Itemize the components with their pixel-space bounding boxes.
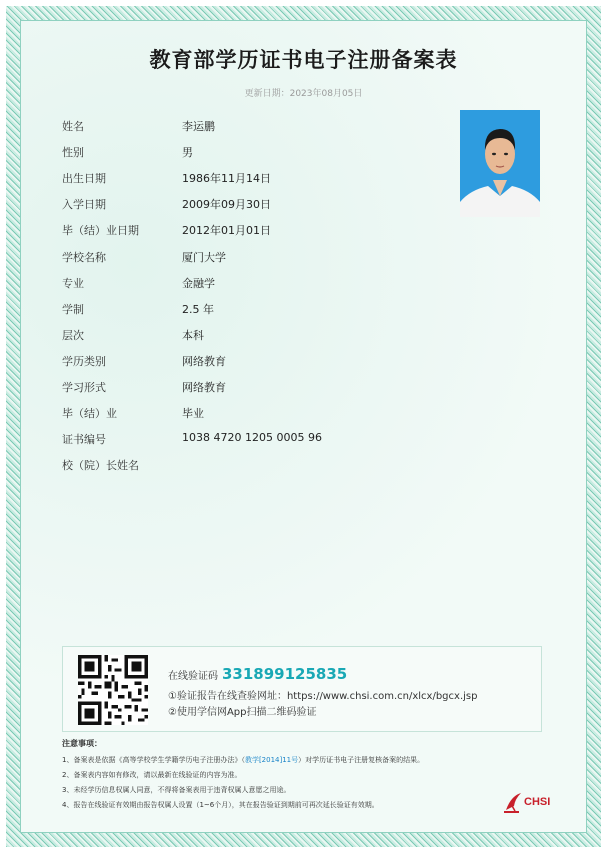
- field-row: [62, 196, 422, 216]
- field-label: 学历类别: [62, 354, 106, 368]
- note-1: 1、备案表是依据《高等学校学生学籍学历电子注册办法》（教学[2014]11号）对学历证书电子注册复核备案的结果。: [62, 756, 425, 764]
- notes-section: [62, 738, 532, 813]
- field-label: 毕（结）业: [62, 407, 117, 421]
- field-row: [62, 379, 422, 399]
- field-row: [62, 144, 422, 164]
- verify-url-line[interactable]: ①验证报告在线查验网址：https://www.chsi.com.cn/xlcx/bgcx.jsp: [168, 691, 478, 702]
- field-label: 姓名: [62, 120, 84, 133]
- field-row: [62, 301, 422, 321]
- field-row: [62, 431, 422, 451]
- field-row: [62, 118, 422, 138]
- field-label: 证书编号: [62, 433, 106, 447]
- field-row: [62, 457, 422, 477]
- chsi-logo-icon: [503, 790, 525, 814]
- field-label: 层次: [62, 328, 84, 342]
- notes-title: 注意事项：: [62, 739, 102, 748]
- field-row: [62, 353, 422, 373]
- field-value: 厦门大学: [182, 250, 226, 264]
- qr-code-icon: [78, 655, 148, 725]
- note-4: 4、报告在线验证有效期由报告权属人设置（1~6个月），其在报告验证到期前可再次延长验证有效期。: [62, 801, 379, 809]
- field-value: 2009年09月30日: [182, 198, 271, 212]
- field-value: 2012年01月01日: [182, 224, 271, 238]
- verification-code: 331899125835: [222, 665, 348, 683]
- field-row: [62, 249, 422, 269]
- field-value: 毕业: [182, 407, 204, 421]
- field-label: 学制: [62, 302, 84, 316]
- field-value: 金融学: [182, 276, 215, 290]
- chsi-logo: CHSI: [503, 790, 563, 814]
- field-label: 出生日期: [62, 172, 106, 186]
- field-label: 专业: [62, 276, 84, 290]
- regulation-link[interactable]: 教学[2014]11号: [244, 756, 299, 764]
- verification-code-line: 在线验证码 331899125835: [168, 665, 348, 683]
- update-date: 更新日期：2023年08月05日: [244, 89, 363, 99]
- portrait-photo: [460, 110, 540, 217]
- verify-app-line: ②使用学信网App扫描二维码验证: [168, 707, 317, 718]
- field-value: 1986年11月14日: [182, 172, 271, 186]
- field-row: [62, 222, 422, 242]
- field-value: 李运鹏: [182, 120, 215, 133]
- field-label: 学习形式: [62, 381, 106, 394]
- field-value: 网络教育: [182, 381, 226, 394]
- field-value: 男: [182, 146, 193, 160]
- verification-box: [62, 646, 542, 732]
- field-label: 性别: [62, 146, 84, 160]
- page-title: 教育部学历证书电子注册备案表: [149, 48, 458, 72]
- note-2: 2、备案表内容如有修改，请以最新在线验证的内容为准。: [62, 771, 242, 779]
- field-value: 网络教育: [182, 354, 226, 368]
- field-value: 2.5 年: [182, 302, 214, 316]
- field-label: 学校名称: [62, 250, 106, 264]
- field-label: 校（院）长姓名: [62, 459, 139, 473]
- field-row: [62, 275, 422, 295]
- field-row: [62, 170, 422, 190]
- note-3: 3、未经学历信息权属人同意，不得将备案表用于违背权属人意愿之用途。: [62, 786, 291, 794]
- field-label: 毕（结）业日期: [62, 224, 139, 238]
- field-row: [62, 327, 422, 347]
- field-label: 入学日期: [62, 198, 106, 212]
- field-value: 1038 4720 1205 0005 96: [182, 431, 322, 445]
- field-row: [62, 405, 422, 425]
- field-value: 本科: [182, 328, 204, 342]
